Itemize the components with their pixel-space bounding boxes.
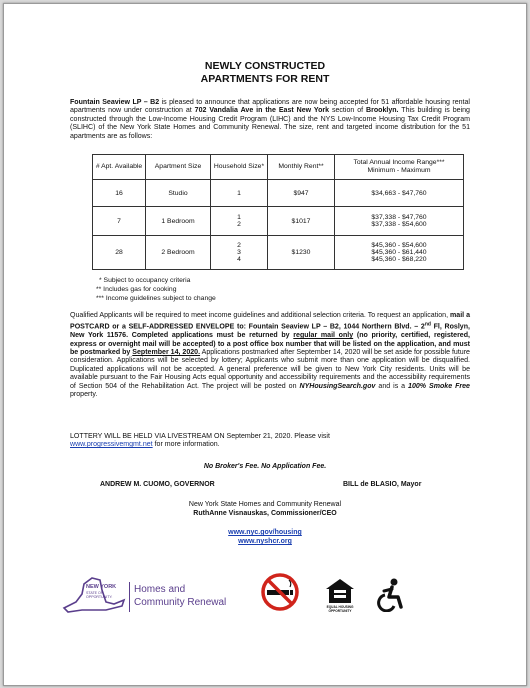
lottery-link[interactable]: www.progressivemgmt.net [70, 441, 153, 449]
lottery-after: for more information. [152, 441, 220, 449]
title-line-2: APARTMENTS FOR RENT [200, 73, 330, 85]
link-hcr [4, 538, 526, 547]
cell-apts: 16 [93, 180, 146, 207]
table-header-row [93, 155, 464, 180]
household-value: 1 [237, 214, 241, 221]
mayor-name: BILL de BLASIO, Mayor [343, 481, 422, 488]
agency-name: New York State Homes and Community Renewal [188, 501, 342, 508]
hcr-logo [62, 576, 227, 616]
hcr-logo-state: NEW YORK [86, 584, 117, 590]
lottery-paragraph [70, 433, 470, 450]
household-value: 2 [237, 242, 241, 249]
nyshcr-link[interactable]: www.nyshcr.org [238, 538, 292, 545]
table-row [93, 207, 464, 236]
table-row [93, 180, 464, 207]
header-apts: # Apt. Available [93, 155, 146, 180]
application-paragraph [70, 312, 470, 399]
cell-income [335, 207, 464, 236]
lottery-text: LOTTERY WILL BE HELD VIA LIVESTREAM ON September 21, 2020. Please visit [70, 433, 330, 440]
body-website: NYHousingSearch.gov [299, 382, 376, 390]
intro-text-3: This building is being constructed through the Low-Income Housing Credit Program (LIHC) and the NYS Low-Income Housing Tax Credit Program (SLIHC) of the New York State Homes and Community Renewal. The size, rent and targeted income distribution for the 51 apartments are as follows: [70, 107, 470, 140]
header-household: Household Size* [211, 155, 268, 180]
hcr-logo-line2: Community Renewal [134, 597, 227, 608]
cell-rent: $1230 [268, 236, 335, 270]
body-text-7: Applications postmarked after September 14, 2020 will be set aside for possible future consideration. Applications will be selected by lottery; Applicants who submit more than one application will be disqualified. Duplicated applications will not be accepted. A general preference will be given to New York City residents. Units will be available pursuant to the Fair Housing Acts equal opportunity and accessibility requirements and the accessibility requirements of Section 504 of the Rehabilitation Act. The project will be posted on [70, 348, 470, 390]
intro-paragraph [70, 99, 470, 141]
developer-name: Fountain Seaview LP – B2 [70, 99, 160, 106]
body-mail-rules: (no priority, certified, registered, express or overnight mail will be accepted) to a post office box number that will be listed on the application, and must be postmarked by [70, 332, 470, 356]
body-deadline: September 14, 2020. [132, 348, 201, 356]
household-value: 3 [237, 249, 241, 256]
header-income-range: Total Annual Income Range*** [353, 159, 445, 166]
note-occupancy: * Subject to occupancy criteria [99, 277, 191, 284]
cell-size: 2 Bedroom [146, 236, 211, 270]
cell-income: $34,663 - $47,760 [335, 180, 464, 207]
accessibility-icon [376, 578, 406, 612]
intro-text-2: section of [329, 107, 366, 115]
body-address-end: Fl, Roslyn, New York 11576. Completed applications must be returned by [70, 323, 470, 340]
body-regular-mail: regular mail only [293, 332, 354, 340]
income-value: $37,338 - $47,760 [371, 214, 427, 221]
body-text-11: property. [70, 391, 98, 398]
hcr-logo-line1: Homes and [134, 584, 186, 595]
cell-household: 1 [211, 180, 268, 207]
cell-size: Studio [146, 180, 211, 207]
logo-row [4, 572, 526, 622]
flyer-page [3, 3, 527, 686]
header-income-minmax: Minimum - Maximum [367, 167, 431, 174]
title-line-1: NEWLY CONSTRUCTED [204, 60, 326, 72]
cell-apts: 7 [93, 207, 146, 236]
equal-housing-label: EQUAL HOUSING OPPORTUNITY [326, 605, 354, 613]
header-rent: Monthly Rent** [268, 155, 335, 180]
intro-text-1: is pleased to announce that applications are now being accepted for 51 affordable housing rental apartments now under construction at [70, 99, 470, 115]
household-value: 2 [237, 221, 241, 228]
body-text-9: and is a [375, 382, 409, 390]
body-text-1: Qualified Applicants will be required to meet income guidelines and additional selection criteria. To request an application, [70, 312, 451, 319]
cell-rent: $947 [268, 180, 335, 207]
body-mail-instructions: mail a POSTCARD or a SELF-ADDRESSED ENVELOPE to: Fountain Seaview LP – B2, 1044 Northern Blvd. – 2 [70, 312, 471, 331]
cell-household [211, 236, 268, 270]
nyc-housing-link[interactable]: www.nyc.gov/housing [228, 529, 302, 536]
no-smoking-icon [260, 572, 300, 612]
header-income [335, 155, 464, 180]
income-value: $45,360 - $68,220 [371, 256, 427, 263]
note-gas: ** Includes gas for cooking [96, 286, 177, 293]
hcr-logo-state-sub: STATE OF OPPORTUNITY. [86, 591, 113, 599]
income-value: $45,360 - $54,600 [371, 242, 427, 249]
equal-housing-logo [322, 578, 358, 618]
income-value: $45,360 - $61,440 [371, 249, 427, 256]
commissioner-name: RuthAnne Visnauskas, Commissioner/CEO [193, 510, 337, 517]
cell-apts: 28 [93, 236, 146, 270]
link-housing [4, 529, 526, 538]
income-value: $37,338 - $54,600 [371, 221, 427, 228]
unit-table [92, 154, 464, 270]
body-sup: nd [424, 321, 431, 328]
cell-income [335, 236, 464, 270]
property-address: 702 Vandalia Ave in the East New York [194, 107, 330, 115]
fees-notice: No Broker's Fee. No Application Fee. [203, 463, 327, 470]
body-smoke-free: 100% Smoke Free [408, 382, 470, 390]
household-value: 4 [237, 256, 241, 263]
borough: Brooklyn. [366, 107, 399, 115]
cell-rent: $1017 [268, 207, 335, 236]
cell-household [211, 207, 268, 236]
note-income: *** Income guidelines subject to change [96, 295, 216, 302]
equal-housing-icon [325, 578, 355, 604]
hcr-logo-divider [129, 582, 130, 612]
governor-name: ANDREW M. CUOMO, GOVERNOR [100, 481, 215, 488]
table-row [93, 236, 464, 270]
table-notes [96, 276, 216, 303]
header-size: Apartment Size [146, 155, 211, 180]
cell-size: 1 Bedroom [146, 207, 211, 236]
